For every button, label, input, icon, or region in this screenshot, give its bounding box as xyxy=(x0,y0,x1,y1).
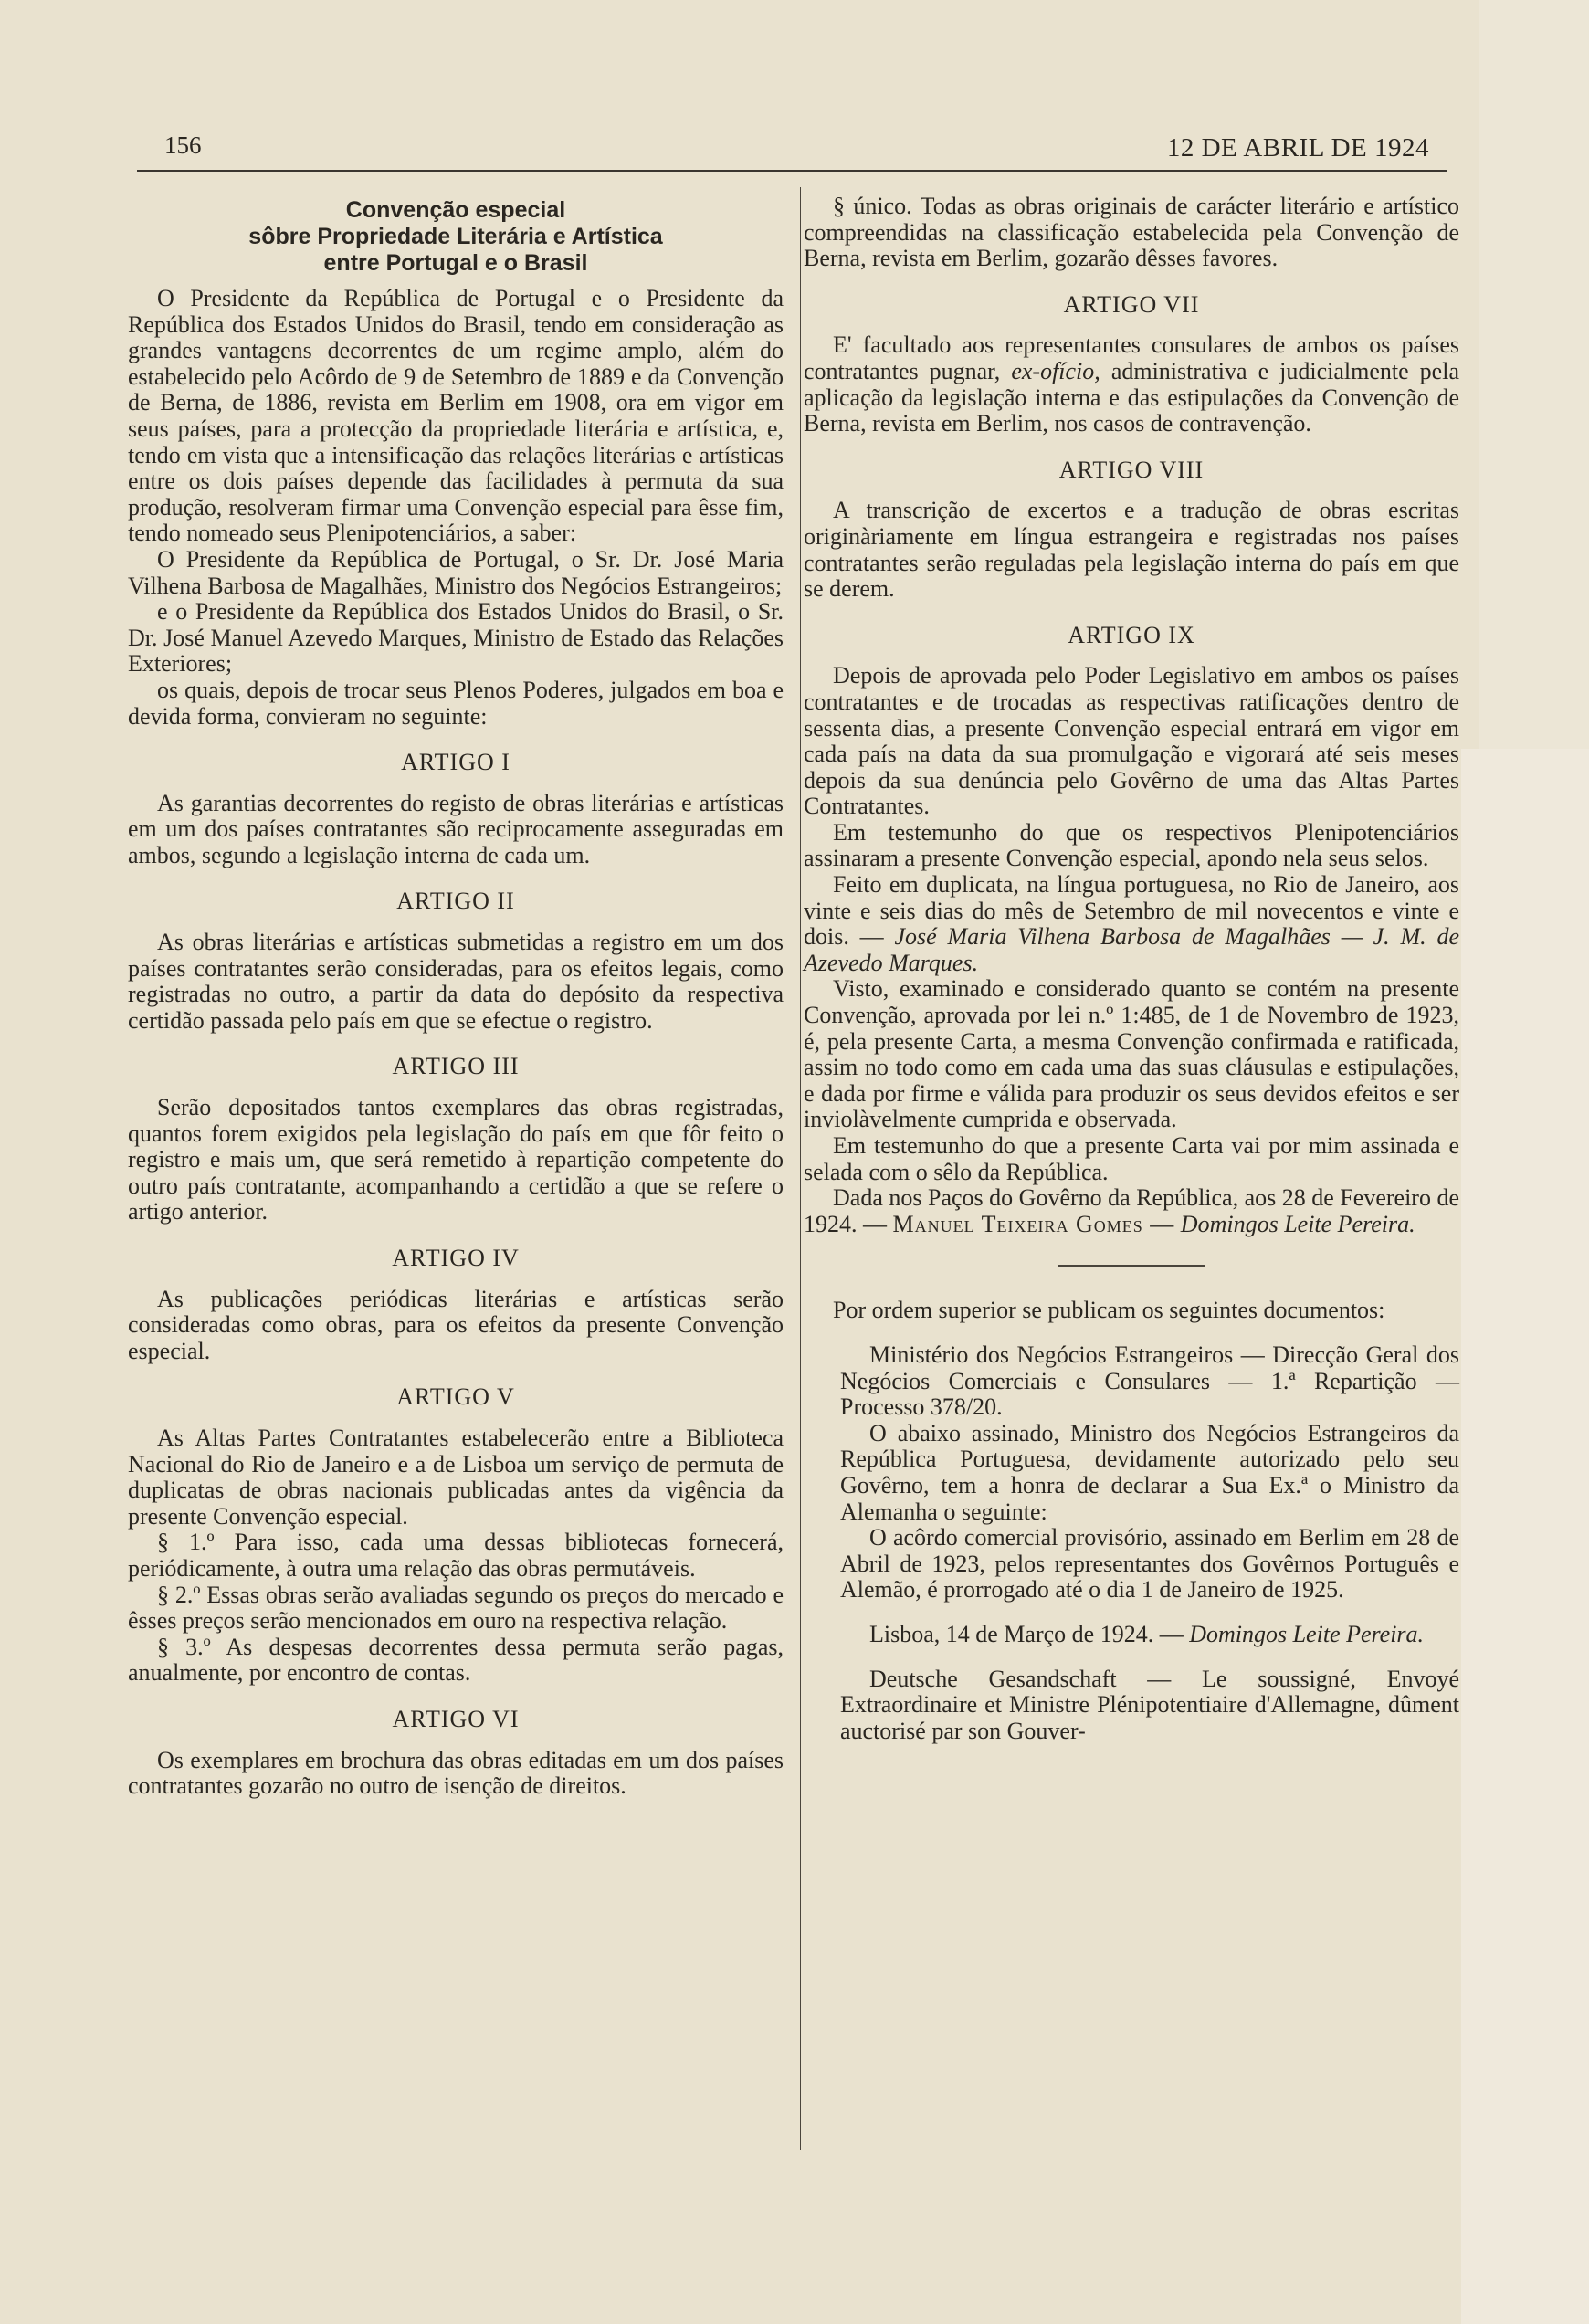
signature: Domingos Leite Pereira. xyxy=(1180,1210,1415,1237)
article-heading: ARTIGO VII xyxy=(1063,290,1200,318)
article-paragraph: § único. Todas as obras originais de carácter literário e artístico compreendidas na classificação estabelecida pela Convenção de Berna, revista em Berlim, gozarão dêsses favores. xyxy=(804,193,1459,272)
ministry-heading: Ministério dos Negócios Estrangeiros — Direcção Geral dos Negócios Comerciais e Consulares — 1.ª Repartição — Processo 378/20. xyxy=(840,1341,1459,1421)
title-line: sôbre Propriedade Literária e Artística xyxy=(248,224,663,249)
section-separator xyxy=(1058,1265,1205,1267)
article-text: As garantias decorrentes do registo de obras literárias e artísticas em um dos países contratantes são reciprocamente asseguradas em ambos, segundo a legislação interna de cada um. xyxy=(128,789,784,868)
article-text: A transcrição de excertos e a tradução de obras escritas originàriamente em língua estrangeira e registradas nos países contratantes serão reguladas pela legislação interna do país em que se derem. xyxy=(804,497,1459,603)
document-paragraph: Deutsche Gesandschaft — Le soussigné, Envoyé Extraordinaire et Ministre Plénipotentiaire d'Allemagne, dûment auctorisé par son Gouver- xyxy=(840,1665,1459,1744)
article-text xyxy=(804,332,1459,436)
page-date: 12 DE ABRIL DE 1924 xyxy=(1166,133,1429,163)
column-divider xyxy=(800,187,801,2150)
article-paragraph xyxy=(804,872,1459,976)
article-heading: ARTIGO I xyxy=(401,749,510,776)
document-paragraph xyxy=(804,1622,1459,1648)
article-paragraph: Em testemunho do que a presente Carta vai por mim assinada e selada com o sêlo da República. xyxy=(804,1132,1459,1185)
article-heading: ARTIGO V xyxy=(396,1383,515,1411)
article-heading: ARTIGO II xyxy=(396,888,515,915)
text-run-italic: ex-ofício, xyxy=(1011,357,1100,384)
article-paragraph xyxy=(804,1185,1459,1237)
article-text: Depois de aprovada pelo Poder Legislativo em ambos os países contratantes e de trocadas as respectivas ratificações dentro de sessenta dias, a presente Convenção especial entrará em vigor em cada país na data da sua promulgação e vigorará até seis meses depois da sua denúncia pelo Govêrno de uma das Altas Partes Contratantes. xyxy=(804,662,1459,820)
intro-paragraph: O Presidente da República de Portugal e o Presidente da República dos Estados Unidos do Brasil, tendo em consideração as grandes vantagens decorrentes de um regime amplo, além do estabelecido pelo Acôrdo de 9 de Setembro de 1889 e da Convenção de Berna, de 1886, revista em Berlim em 1908, ora em vigor em seus países, para a protecção da propriedade literária e artística, e, tendo em vista que a intensificação das relações literárias e artísticas entre os dois países depende das facilidades à permuta da sua produção, resolveram firmar uma Convenção especial para êsse fim, tendo nomeado seus Plenipotenciários, a saber: xyxy=(128,285,784,547)
text-run: Feito em duplicata, na língua portuguesa, no Rio de Janeiro, aos vinte e seis dias do mês de Setembro de mil novecentos e vinte e dois. — xyxy=(804,871,1459,951)
article-text: As publicações periódicas literárias e artísticas serão consideradas como obras, para os efeitos da presente Convenção especial. xyxy=(128,1285,784,1364)
page-number: 156 xyxy=(164,131,202,159)
text-run: E' facultado aos representantes consulares de ambos os países contratantes pugnar, xyxy=(804,331,1459,384)
article-paragraph: § 2.º Essas obras serão avaliadas segundo os preços do mercado e êsses preços serão mencionados em ouro na respectiva relação. xyxy=(128,1581,784,1635)
article-text: As Altas Partes Contratantes estabelecerão entre a Biblioteca Nacional do Rio de Janeiro e a de Lisboa um serviço de permuta de duplicatas de obras nacionais publicadas antes da vigência da presente Convenção especial. xyxy=(128,1424,784,1530)
article-text: As obras literárias e artísticas submetidas a registro em um dos países contratantes serão consideradas, para os efeitos legais, como registradas no outro, a partir da data do depósito da respectiva certidão passada pelo país em que se efectue o registro. xyxy=(128,929,784,1034)
intro-paragraph: O Presidente da República de Portugal, o Sr. Dr. José Maria Vilhena Barbosa de Magalhães, Ministro dos Negócios Estrangeiros; xyxy=(128,545,784,599)
article-paragraph: § 3.º As despesas decorrentes dessa permuta serão pagas, anualmente, por encontro de contas. xyxy=(128,1633,784,1687)
title-line: Convenção especial xyxy=(345,197,566,223)
text-run: Dada nos Paços do Govêrno da República, aos 28 de Fevereiro de 1924. — xyxy=(804,1184,1459,1237)
text-run: administrativa e judicialmente pela aplicação da legislação interna e das estipulações da Convenção de Berna, revista em Berlim, nos casos de contravenção. xyxy=(804,357,1459,437)
article-paragraph: Em testemunho do que os respectivos Plenipotenciários assinaram a presente Convenção especial, apondo nela seus selos. xyxy=(804,818,1459,872)
article-heading: ARTIGO IX xyxy=(1068,621,1195,648)
article-text: Serão depositados tantos exemplares das obras registradas, quantos forem exigidos pela legislação do país em que fôr feito o registro e mais um, que será remetido à repartição competente do outro país contratante, acompanhando a certidão a que se refere o artigo anterior. xyxy=(128,1094,784,1225)
text-run: Lisboa, 14 de Março de 1924. — xyxy=(869,1620,1184,1647)
title-line: entre Portugal e o Brasil xyxy=(323,250,588,276)
signatures: José Maria Vilhena Barbosa de Magalhães — J. M. de Azevedo Marques. xyxy=(804,923,1460,976)
intro-paragraph: e o Presidente da República dos Estados Unidos do Brasil, o Sr. Dr. José Manuel Azevedo Marques, Ministro de Estado das Relações Exteriores; xyxy=(128,598,784,678)
document-paragraph: O abaixo assinado, Ministro dos Negócios Estrangeiros da República Portuguesa, devidamente autorizado pelo seu Govêrno, tem a honra de declarar a Sua Ex.ª o Ministro da Alemanha o seguinte: xyxy=(840,1419,1459,1525)
paper-edge xyxy=(1461,749,1589,2324)
document-paragraph: O acôrdo comercial provisório, assinado em Berlim em 28 de Abril de 1923, pelos representantes dos Govêrnos Português e Alemão, é prorrogado até o dia 1 de Janeiro de 1925. xyxy=(840,1524,1459,1604)
article-heading: ARTIGO VIII xyxy=(1058,456,1205,483)
header-rule xyxy=(137,170,1447,172)
left-column xyxy=(128,194,784,1800)
order-intro: Por ordem superior se publicam os seguintes documentos: xyxy=(833,1297,1385,1324)
right-column xyxy=(804,194,1459,1744)
article-heading: ARTIGO IV xyxy=(392,1245,520,1271)
article-paragraph: Visto, examinado e considerado quanto se contém na presente Convenção, aprovada por lei n.º 1:485, de 1 de Novembro de 1923, é, pela presente Carta, a mesma Convenção confirmada e ratificada, assim no todo como em cada uma das suas cláusulas e estipulações, e dada por firme e válida para produzir os seus devidos efeitos e ser inviolàvelmente cumprida e observada. xyxy=(804,975,1459,1133)
article-heading: ARTIGO III xyxy=(392,1053,520,1080)
signature: Domingos Leite Pereira. xyxy=(1189,1620,1425,1647)
intro-paragraph: os quais, depois de trocar seus Plenos Poderes, julgados em boa e devida forma, convieram no seguinte: xyxy=(128,676,784,730)
article-text: Os exemplares em brochura das obras editadas em um dos países contratantes gozarão no outro de isenção de direitos. xyxy=(128,1746,784,1800)
signature: Manuel Teixeira Gomes — xyxy=(892,1210,1175,1237)
convention-title xyxy=(128,197,784,277)
article-paragraph: § 1.º Para isso, cada uma dessas bibliotecas fornecerá, periódicamente, à outra uma relação das obras permutáveis. xyxy=(128,1529,784,1582)
article-heading: ARTIGO VI xyxy=(392,1705,520,1732)
